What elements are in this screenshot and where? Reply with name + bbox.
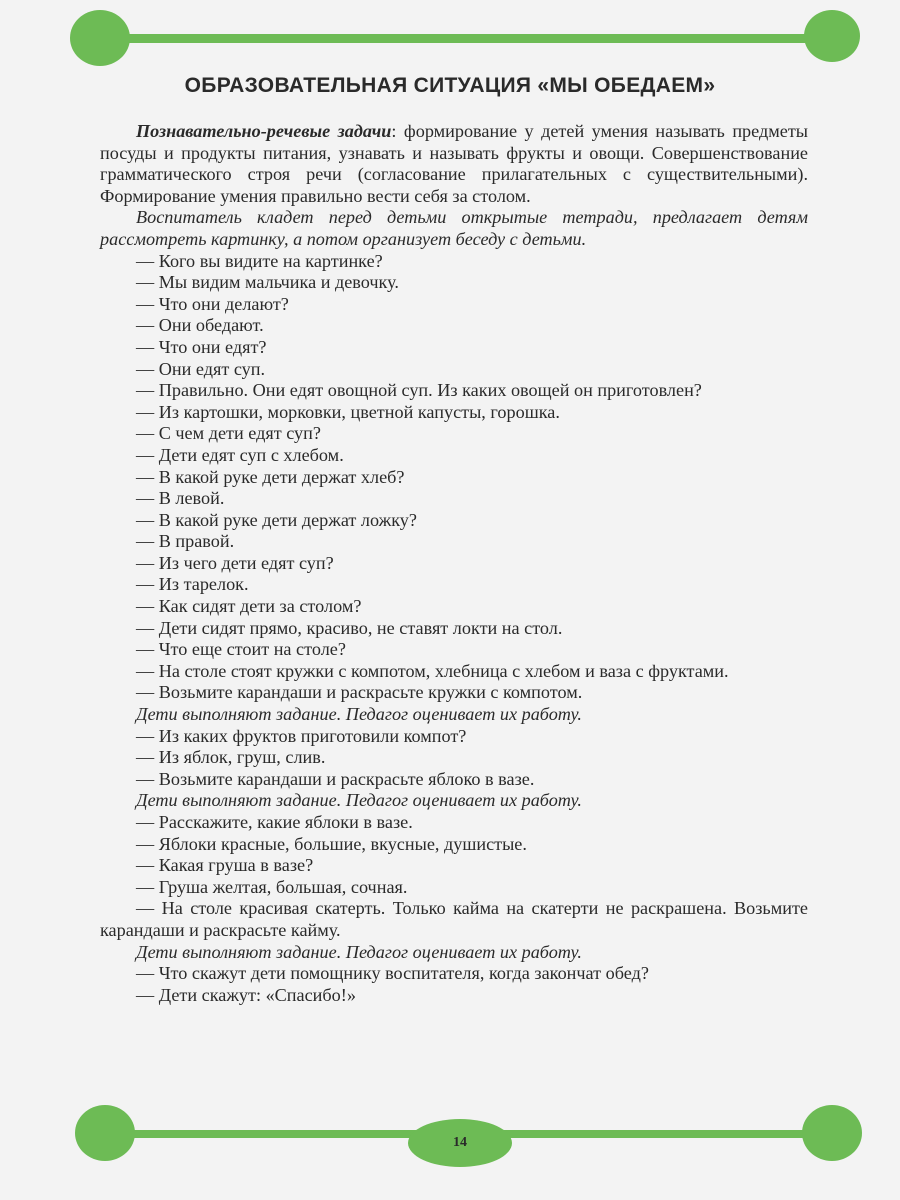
main-text <box>100 121 808 1006</box>
page-number: 14 <box>453 1135 467 1150</box>
dialog-line: — Дети сидят прямо, красиво, не ставят локти на стол. <box>136 617 563 638</box>
dialog-line: — Из яблок, груш, слив. <box>136 747 326 768</box>
instruction-line: Дети выполняют задание. Педагог оценивает их работу. <box>136 790 582 811</box>
dialog-line: — Кого вы видите на картинке? <box>136 250 383 271</box>
dialog-line: — В левой. <box>136 488 225 509</box>
dialog-line: — Что еще стоит на столе? <box>136 639 346 660</box>
top-decorative-bar <box>0 0 900 80</box>
dialog-line: — В какой руке дети держат хлеб? <box>136 466 405 487</box>
top-bar-line <box>100 34 820 43</box>
dialog-line: — Расскажите, какие яблоки в вазе. <box>136 812 413 832</box>
dialog-line: — Дети едят суп с хлебом. <box>136 444 344 465</box>
intro-lead: Познавательно-речевые задачи <box>136 121 392 141</box>
bottom-right-circle <box>802 1105 862 1161</box>
dialog-line: — Возьмите карандаши и раскрасьте яблоко в вазе. <box>136 768 535 789</box>
dialog-line: — В какой руке дети держат ложку? <box>136 509 417 530</box>
dialog-line: — На столе красивая скатерть. Только кайма на скатерти не раскрашена. Возьмите карандаши и раскрасьте кайму. <box>100 898 808 940</box>
intro-text: : формирование у детей умения называть предметы посуды и продукты питания, узнавать и называть фрукты и овощи. Совершенствование грамматического строя речи (согласование прилагательных с существительными). Формирование умения правильно вести себя за столом. <box>100 121 808 206</box>
top-left-circle <box>70 10 130 66</box>
top-right-circle <box>804 10 860 62</box>
dialog-line: — Как сидят дети за столом? <box>136 596 362 617</box>
intro-paragraph <box>100 121 808 207</box>
instruction-line: Дети выполняют задание. Педагог оценивает их работу. <box>136 704 582 725</box>
dialog-line: — Они обедают. <box>136 315 264 336</box>
dialog-line: — Что они едят? <box>136 336 267 357</box>
bottom-left-circle <box>75 1105 135 1161</box>
instruction-line: Воспитатель кладет перед детьми открытые тетради, предлагает детям рассмотреть картинку, а потом организует беседу с детьми. <box>100 207 808 249</box>
dialog-line: — Какая груша в вазе? <box>136 855 314 876</box>
dialog-line: — Из каких фруктов приготовили компот? <box>136 725 467 746</box>
dialog-line: — Они едят суп. <box>136 358 266 379</box>
dialog-line: — С чем дети едят суп? <box>136 423 321 444</box>
dialog-line: — Из тарелок. <box>136 574 249 595</box>
dialog-line: — Что скажут дети помощнику воспитателя, когда закончат обед? <box>136 963 649 984</box>
instruction-line: Дети выполняют задание. Педагог оценивает их работу. <box>136 941 582 962</box>
page-title: ОБРАЗОВАТЕЛЬНАЯ СИТУАЦИЯ «МЫ ОБЕДАЕМ» <box>184 74 716 97</box>
dialog-line: — Возьмите карандаши и раскрасьте кружки с компотом. <box>136 682 583 703</box>
dialog-line: — Из картошки, морковки, цветной капусты, горошка. <box>136 401 560 422</box>
dialog-line: — Груша желтая, большая, сочная. <box>136 876 408 897</box>
dialog-line: — Дети скажут: «Спасибо!» <box>136 984 356 1005</box>
dialog-line: — На столе стоят кружки с компотом, хлебница с хлебом и ваза с фруктами. <box>136 660 729 681</box>
dialog-line: — Что они делают? <box>136 293 289 314</box>
dialog-line: — Правильно. Они едят овощной суп. Из каких овощей он приготовлен? <box>136 380 702 401</box>
dialog-line: — Из чего дети едят суп? <box>136 552 334 573</box>
dialog-line: — В правой. <box>136 531 235 552</box>
dialog-line: — Яблоки красные, большие, вкусные, душистые. <box>136 833 527 854</box>
dialog-line: — Мы видим мальчика и девочку. <box>136 272 399 293</box>
